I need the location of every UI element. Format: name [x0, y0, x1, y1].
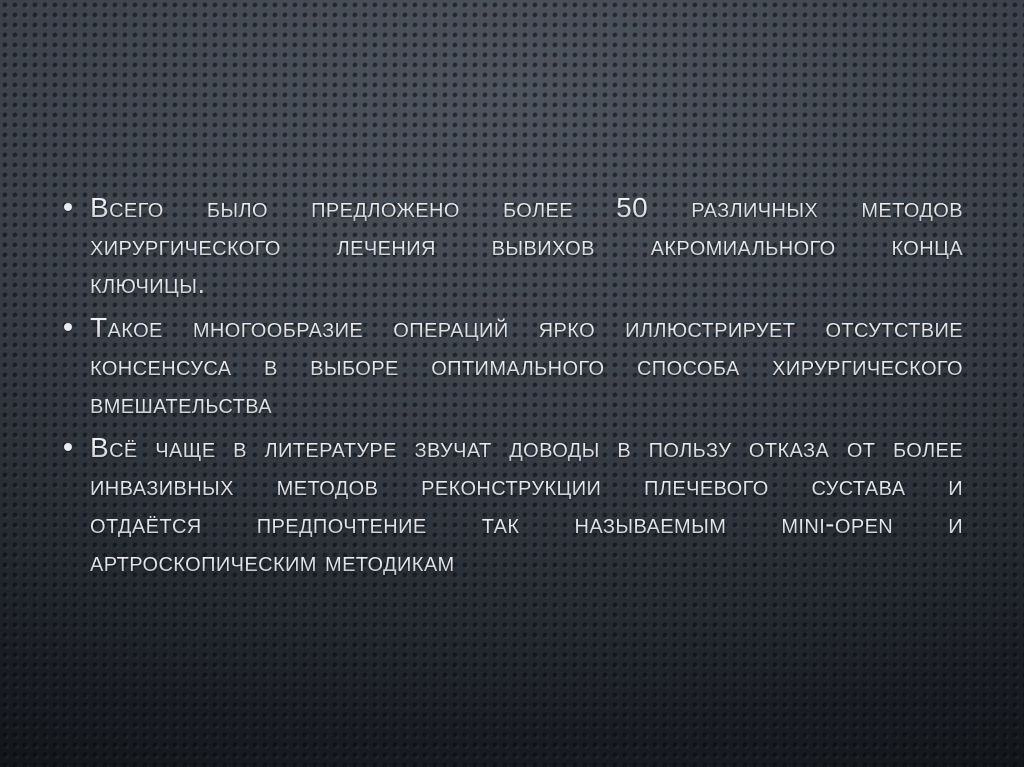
bullet-line: инвазивных методов реконструкции плечевого сустава и: [90, 467, 963, 505]
bullet-item-3: [63, 429, 963, 581]
bullet-line: отдаётся предпочтение так называемым mini-open и: [90, 505, 963, 543]
bullet-text: [90, 309, 963, 423]
bullet-item-1: [63, 189, 963, 303]
bullet-dot-icon: [64, 203, 72, 211]
bullet-dot-icon: [64, 323, 72, 331]
bullet-line: консенсуса в выборе оптимального способа хирургического: [90, 347, 963, 385]
bullet-line: ключицы.: [90, 265, 963, 303]
bullet-line: вмешательства: [90, 385, 963, 423]
bullet-line: Всё чаще в литературе звучат доводы в пользу отказа от более: [90, 429, 963, 467]
bullet-item-2: [63, 309, 963, 423]
bullet-list: [63, 189, 963, 587]
bullet-text: [90, 189, 963, 303]
bullet-line: Всего было предложено более 50 различных методов: [90, 189, 963, 227]
bullet-line: артроскопическим методикам: [90, 543, 963, 581]
bullet-text: [90, 429, 963, 581]
bullet-line: хирургического лечения вывихов акромиального конца: [90, 227, 963, 265]
bullet-dot-icon: [64, 443, 72, 451]
bullet-line: Такое многообразие операций ярко иллюстрирует отсутствие: [90, 309, 963, 347]
